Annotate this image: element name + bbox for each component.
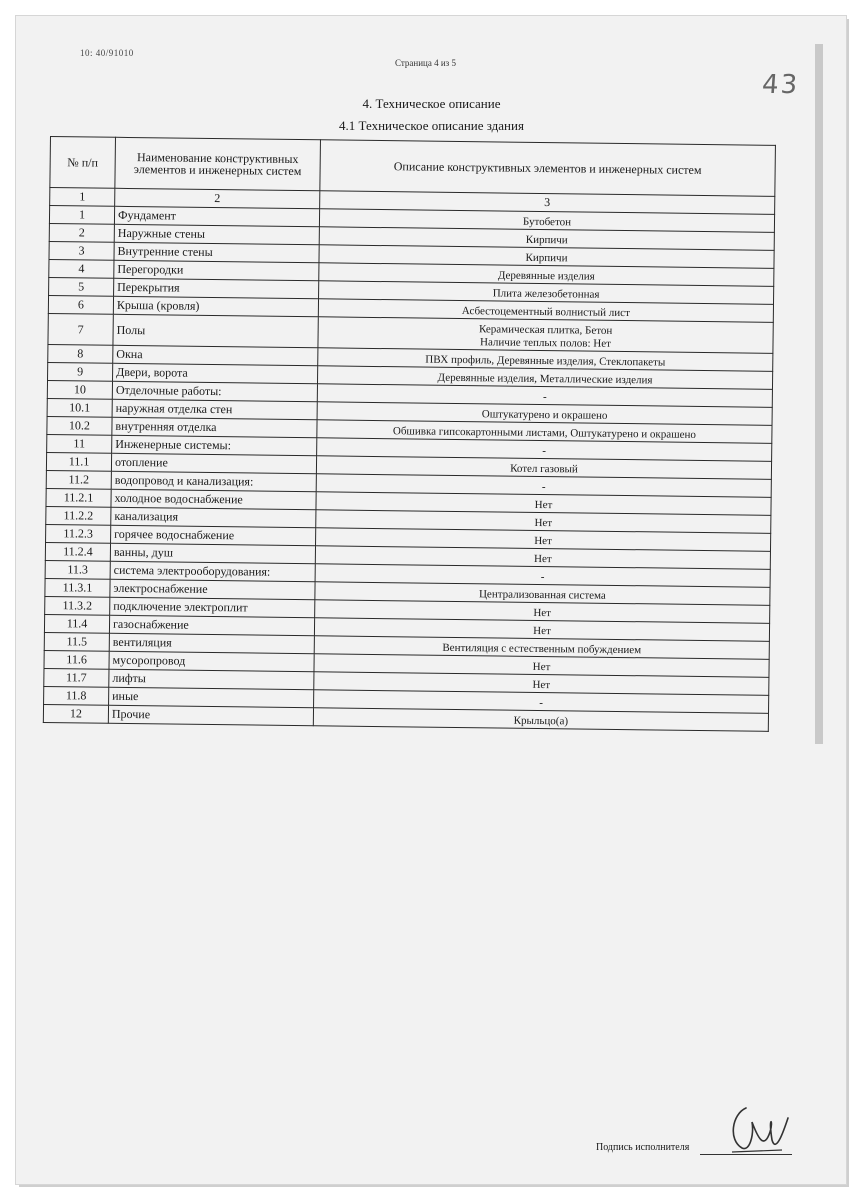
element-name: лифты [109,669,314,690]
element-description: Нет [315,546,770,570]
element-description: Кирпичи [319,227,774,251]
page-info: Страница 4 из 5 [395,58,456,68]
element-name: Крыша (кровля) [113,296,318,317]
element-description: Котел газовый [316,456,771,480]
index-cell: 3 [320,191,775,215]
row-number: 11.6 [44,650,109,669]
element-name: горячее водоснабжение [111,525,316,546]
element-description: - [317,438,772,462]
row-number: 11.8 [44,686,109,705]
element-description: Плита железобетонная [319,281,774,305]
row-number: 8 [48,344,113,363]
element-description: - [316,474,771,498]
row-number: 12 [43,704,108,723]
row-number: 10.1 [47,398,112,417]
description-line: Наличие теплых полов: Нет [479,336,612,350]
element-name: Фундамент [114,206,319,227]
element-name: отопление [111,453,316,474]
element-name: газоснабжение [109,615,314,636]
element-description: Нет [316,492,771,516]
scan-shadow [815,44,823,744]
row-number: 1 [49,206,114,225]
signature-label: Подпись исполнителя [596,1142,690,1153]
element-description: Нет [314,654,769,678]
index-cell: 2 [115,188,320,209]
header-name: Наименование конструктивных элементов и инженерных систем [115,137,321,191]
element-description: Деревянные изделия, Металлические изделия [317,366,772,390]
row-number: 5 [49,277,114,296]
element-description: Нет [316,528,771,552]
handwritten-page-number: 43 [760,70,801,100]
row-number: 10 [47,380,112,399]
element-name: Отделочные работы: [112,381,317,402]
element-name: электроснабжение [110,579,315,600]
element-name: система электрооборудования: [110,561,315,582]
row-number: 6 [48,295,113,314]
element-description: Кирпичи [319,245,774,269]
row-number: 9 [48,362,113,381]
header-num: № п/п [50,137,116,189]
table-header-row [50,137,776,197]
row-number: 11 [47,434,112,453]
element-description: Обшивка гипсокартонными листами, Оштукатурено и окрашено [317,420,772,444]
element-description: Нет [316,510,771,534]
signature-mark [724,1100,794,1160]
row-number: 2 [49,223,114,242]
row-number: 7 [48,313,113,345]
technical-description-table [43,136,776,732]
element-name: Окна [113,345,318,366]
element-description: Нет [315,600,770,624]
row-number: 11.2.3 [46,524,111,543]
element-description: Оштукатурено и окрашено [317,402,772,426]
element-description: Крыльцо(а) [313,708,768,732]
row-number: 11.2.2 [46,506,111,525]
element-description: - [315,564,770,588]
element-name: вентиляция [109,633,314,654]
element-description: - [314,690,769,714]
element-description: ПВХ профиль, Деревянные изделия, Стеклопакеты [318,348,773,372]
element-name: Двери, ворота [113,363,318,384]
element-description: Нет [314,672,769,696]
element-name: внутренняя отделка [112,417,317,438]
row-number: 11.7 [44,668,109,687]
subsection-title: 4.1 Техническое описание здания [339,118,524,133]
index-cell: 1 [50,188,115,207]
row-number: 11.3.2 [45,596,110,615]
document-id: 10: 40/91010 [80,48,134,58]
element-name: наружная отделка стен [112,399,317,420]
row-number: 11.2.4 [45,542,110,561]
row-number: 4 [49,259,114,278]
row-number: 11.4 [44,614,109,633]
element-description: Деревянные изделия [319,263,774,287]
element-description: Нет [314,618,769,642]
row-number: 11.2 [46,470,111,489]
element-description: Бутобетон [319,209,774,233]
row-number: 11.5 [44,632,109,651]
section-title: 4. Техническое описание [362,96,501,111]
element-name: Внутренние стены [114,242,319,263]
header-desc: Описание конструктивных элементов и инженерных систем [320,140,776,197]
element-description: Асбестоцементный волнистый лист [318,299,773,323]
element-name: Полы [113,314,318,348]
element-description: Вентиляция с естественным побуждением [314,636,769,660]
element-name: Перекрытия [114,278,319,299]
element-name: Инженерные системы: [112,435,317,456]
row-number: 11.3 [45,560,110,579]
element-name: водопровод и канализация: [111,471,316,492]
element-name: Наружные стены [114,224,319,245]
element-name: ванны, душ [110,543,315,564]
element-name: канализация [111,507,316,528]
element-name: Прочие [108,705,313,726]
row-number: 11.2.1 [46,488,111,507]
row-number: 11.3.1 [45,578,110,597]
element-name: мусоропровод [109,651,314,672]
element-description: Централизованная система [315,582,770,606]
row-number: 10.2 [47,416,112,435]
element-name: Перегородки [114,260,319,281]
row-number: 3 [49,241,114,260]
row-number: 11.1 [46,452,111,471]
element-name: холодное водоснабжение [111,489,316,510]
element-description: - [317,384,772,408]
element-name: подключение электроплит [110,597,315,618]
description-line: Керамическая плитка, Бетон [478,323,613,337]
element-name: иные [109,687,314,708]
